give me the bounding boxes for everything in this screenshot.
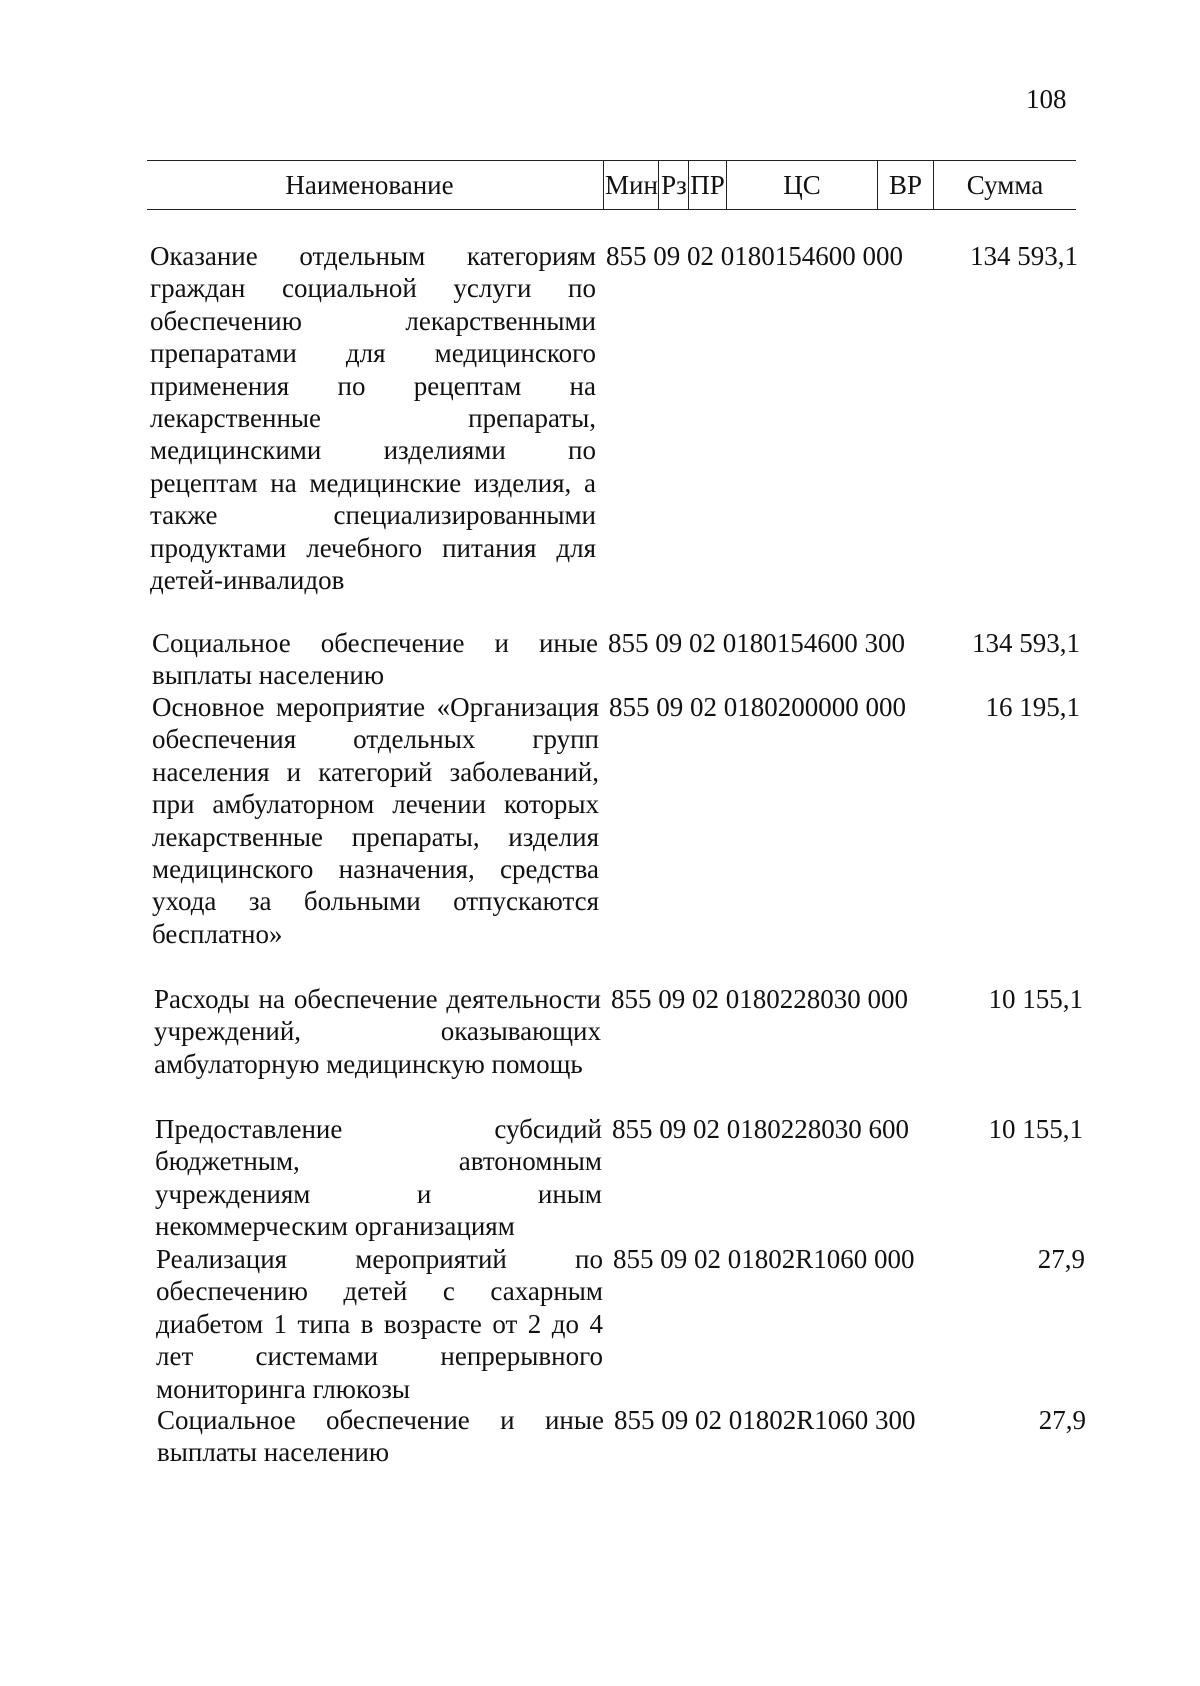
header-min: Мин: [603, 161, 659, 209]
header-rz: Рз: [658, 161, 689, 209]
row-codes: 855 09 02 0180154600 000: [606, 241, 903, 271]
row-name: Оказание отдельным категориям граждан социальной услуги по обеспечению лекарственными препаратами для медицинского применения по рецептам на лекарственные препараты, медицинскими изделиями по рецептам на медицинские изделия, а также специализированными продуктами лечебного питания для детей-инвалидов: [150, 241, 596, 596]
header-pr: ПР: [688, 161, 727, 209]
header-vr: ВР: [877, 161, 934, 209]
row-codes: 855 09 02 0180228030 600: [612, 1114, 909, 1144]
row-sum: 10 155,1: [988, 984, 1083, 1014]
row-name: Реализация мероприятий по обеспечению детей с сахарным диабетом 1 типа в возрасте от 2 до 4 лет системами непрерывного мониторинга глюкозы: [156, 1244, 603, 1404]
row-sum: 10 155,1: [988, 1114, 1083, 1144]
page-number: 108: [1026, 84, 1067, 114]
table-header: [147, 160, 1076, 210]
row-codes: 855 09 02 0180154600 300: [608, 628, 905, 658]
row-name: Социальное обеспечение и иные выплаты населению: [157, 1405, 604, 1468]
row-sum: 16 195,1: [985, 692, 1080, 722]
row-name: Социальное обеспечение и иные выплаты населению: [152, 628, 598, 691]
row-codes: 855 09 02 01802R1060 000: [613, 1244, 915, 1274]
row-sum: 134 593,1: [972, 628, 1080, 658]
row-name: Основное мероприятие «Организация обеспечения отдельных групп населения и категорий заболеваний, при амбулаторном лечении которых лекарственные препараты, изделия медицинского назначения, средства ухода за больными отпускаются бесплатно»: [152, 692, 599, 949]
row-codes: 855 09 02 01802R1060 300: [614, 1405, 916, 1435]
row-sum: 27,9: [1038, 1405, 1086, 1435]
header-sum: Сумма: [966, 170, 1044, 200]
header-name: Наименование: [285, 170, 454, 200]
row-name: Предоставление субсидий бюджетным, автономным учреждениям и иным некоммерческим организациям: [155, 1114, 602, 1242]
row-codes: 855 09 02 0180200000 000: [609, 692, 906, 722]
row-sum: 27,9: [1037, 1244, 1085, 1274]
header-cs: ЦС: [783, 170, 821, 200]
row-name: Расходы на обеспечение деятельности учреждений, оказывающих амбулаторную медицинскую помощь: [154, 984, 601, 1079]
row-codes: 855 09 02 0180228030 000: [611, 984, 908, 1014]
row-sum: 134 593,1: [970, 241, 1078, 271]
